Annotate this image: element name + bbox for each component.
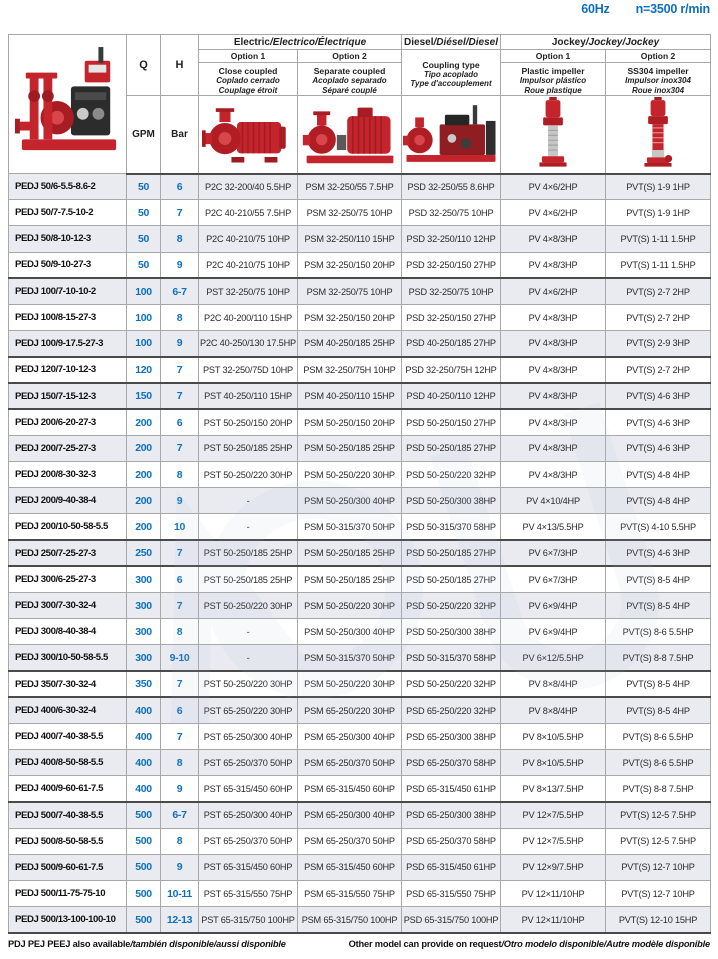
q-value-cell: 400 bbox=[127, 723, 161, 749]
model-cell: PEDJ 300/8-40-38-4 bbox=[9, 619, 127, 645]
electric-option1-cell: PST 50-250/185 25HP bbox=[199, 540, 298, 566]
jockey-option1-cell: PV 4×6/2HP bbox=[501, 174, 606, 200]
jockey-option2-cell: PVT(S) 12-5 7.5HP bbox=[606, 828, 711, 854]
table-row bbox=[9, 645, 711, 671]
footer-note-right: Other model can provide on request/Otro modelo disponible/Autre modèle disponible bbox=[348, 938, 710, 949]
table-row bbox=[9, 540, 711, 566]
jockey-option1-cell: PV 12×7/5.5HP bbox=[501, 802, 606, 828]
jockey-option1-cell: PV 4×8/3HP bbox=[501, 226, 606, 252]
electric-option1-cell: - bbox=[199, 514, 298, 540]
diesel-cell: PSD 32-250/110 12HP bbox=[402, 226, 501, 252]
table-row bbox=[9, 435, 711, 461]
electric-option1-cell: PST 32-250/75D 10HP bbox=[199, 357, 298, 383]
electric-option2-cell: PSM 50-250/185 25HP bbox=[298, 540, 402, 566]
electric-option2-cell: PSM 32-250/110 15HP bbox=[298, 226, 402, 252]
h-value-cell: 8 bbox=[161, 462, 199, 488]
electric-option2-cell: PSM 50-250/220 30HP bbox=[298, 671, 402, 697]
q-value-cell: 500 bbox=[127, 802, 161, 828]
table-row bbox=[9, 881, 711, 907]
electric-option2-header: Option 2 bbox=[298, 50, 402, 63]
diesel-cell: PSD 50-250/220 32HP bbox=[402, 671, 501, 697]
jockey-option1-cell: PV 4×8/3HP bbox=[501, 435, 606, 461]
electric-option1-cell: PST 65-315/750 100HP bbox=[199, 907, 298, 933]
model-cell: PEDJ 500/13-100-100-10 bbox=[9, 907, 127, 933]
h-value-cell: 7 bbox=[161, 671, 199, 697]
jockey-option2-cell: PVT(S) 2-7 2HP bbox=[606, 357, 711, 383]
electric-option2-cell: PSM 50-250/220 30HP bbox=[298, 462, 402, 488]
jockey-option2-cell: PVT(S) 4-8 4HP bbox=[606, 462, 711, 488]
h-value-cell: 10 bbox=[161, 514, 199, 540]
jockey-option1-cell: PV 4×6/2HP bbox=[501, 200, 606, 226]
q-value-cell: 500 bbox=[127, 881, 161, 907]
model-cell: PEDJ 300/10-50-58-5.5 bbox=[9, 645, 127, 671]
electric-option1-cell: PST 65-250/300 40HP bbox=[199, 802, 298, 828]
electric-option1-cell: PST 50-250/150 20HP bbox=[199, 409, 298, 435]
model-cell: PEDJ 400/8-50-58-5.5 bbox=[9, 750, 127, 776]
q-value-cell: 50 bbox=[127, 226, 161, 252]
electric-option1-cell: PST 50-250/220 30HP bbox=[199, 593, 298, 619]
h-value-cell: 9-10 bbox=[161, 645, 199, 671]
model-cell: PEDJ 500/7-40-38-5.5 bbox=[9, 802, 127, 828]
jockey-option2-cell: PVT(S) 2-9 3HP bbox=[606, 331, 711, 357]
q-value-cell: 100 bbox=[127, 278, 161, 304]
electric-option1-cell: - bbox=[199, 645, 298, 671]
jockey-option2-cell: PVT(S) 4-6 3HP bbox=[606, 409, 711, 435]
jockey-option1-cell: PV 4×6/2HP bbox=[501, 278, 606, 304]
model-cell: PEDJ 200/6-20-27-3 bbox=[9, 409, 127, 435]
electric-option2-cell: PSM 50-315/370 50HP bbox=[298, 514, 402, 540]
q-unit-header: GPM bbox=[127, 96, 161, 174]
electric-option2-cell: PSM 40-250/110 15HP bbox=[298, 383, 402, 409]
electric-option1-cell: P2C 40-210/55 7.5HP bbox=[199, 200, 298, 226]
jockey-option2-cell: PVT(S) 8-8 7.5HP bbox=[606, 776, 711, 802]
electric-option1-cell: - bbox=[199, 488, 298, 514]
table-row bbox=[9, 593, 711, 619]
jockey-option2-cell: PVT(S) 1-9 1HP bbox=[606, 174, 711, 200]
jockey-option1-cell: PV 12×11/10HP bbox=[501, 881, 606, 907]
jockey-option2-cell: PVT(S) 8-5 4HP bbox=[606, 593, 711, 619]
diesel-cell: PSD 50-250/300 38HP bbox=[402, 488, 501, 514]
close-coupled-pump-image bbox=[199, 96, 298, 174]
electric-option1-cell: PST 65-315/450 60HP bbox=[199, 854, 298, 880]
table-row bbox=[9, 174, 711, 200]
jockey-option2-cell: PVT(S) 8-6 5.5HP bbox=[606, 750, 711, 776]
model-cell: PEDJ 350/7-30-32-4 bbox=[9, 671, 127, 697]
jockey-option2-description: SS304 impeller Impulsor inox304 Roue inox304 bbox=[606, 63, 711, 96]
diesel-group-header: Diesel/Diésel/Diesel bbox=[402, 35, 501, 50]
jockey-option2-cell: PVT(S) 1-9 1HP bbox=[606, 200, 711, 226]
electric-option2-cell: PSM 65-315/750 100HP bbox=[298, 907, 402, 933]
model-cell: PEDJ 400/7-40-38-5.5 bbox=[9, 723, 127, 749]
model-cell: PEDJ 120/7-10-12-3 bbox=[9, 357, 127, 383]
q-value-cell: 200 bbox=[127, 435, 161, 461]
table-row bbox=[9, 671, 711, 697]
jockey-option1-cell: PV 4×8/3HP bbox=[501, 304, 606, 330]
q-value-cell: 400 bbox=[127, 776, 161, 802]
electric-option1-cell: PST 50-250/185 25HP bbox=[199, 566, 298, 592]
jockey-option2-cell: PVT(S) 1-11 1.5HP bbox=[606, 226, 711, 252]
diesel-cell: PSD 40-250/110 12HP bbox=[402, 383, 501, 409]
electric-option2-cell: PSM 32-250/150 20HP bbox=[298, 252, 402, 278]
electric-option1-cell: P2C 40-200/110 15HP bbox=[199, 304, 298, 330]
model-cell: PEDJ 300/6-25-27-3 bbox=[9, 566, 127, 592]
q-value-cell: 500 bbox=[127, 854, 161, 880]
jockey-group-header: Jockey/Jockey/Jockey bbox=[501, 35, 711, 50]
jockey-option1-cell: PV 12×9/7.5HP bbox=[501, 854, 606, 880]
h-value-cell: 6 bbox=[161, 697, 199, 723]
h-value-cell: 9 bbox=[161, 854, 199, 880]
table-row bbox=[9, 514, 711, 540]
jockey-option1-cell: PV 4×8/3HP bbox=[501, 331, 606, 357]
jockey-option1-cell: PV 6×12/5.5HP bbox=[501, 645, 606, 671]
table-row bbox=[9, 566, 711, 592]
jockey-option2-cell: PVT(S) 4-6 3HP bbox=[606, 383, 711, 409]
h-value-cell: 9 bbox=[161, 331, 199, 357]
h-value-cell: 6-7 bbox=[161, 278, 199, 304]
electric-option1-description: Close coupled Coplado cerrado Couplage étroit bbox=[199, 63, 298, 96]
h-value-cell: 12-13 bbox=[161, 907, 199, 933]
electric-option1-cell: - bbox=[199, 619, 298, 645]
diesel-cell: PSD 65-250/220 32HP bbox=[402, 697, 501, 723]
h-value-cell: 6-7 bbox=[161, 802, 199, 828]
diesel-cell: PSD 50-250/220 32HP bbox=[402, 593, 501, 619]
jockey-option2-cell: PVT(S) 8-5 4HP bbox=[606, 566, 711, 592]
jockey-option2-cell: PVT(S) 12-7 10HP bbox=[606, 881, 711, 907]
q-value-cell: 300 bbox=[127, 593, 161, 619]
electric-group-header: Electric/Electrico/Électrique bbox=[199, 35, 402, 50]
h-column-header: H bbox=[161, 35, 199, 96]
separate-coupled-pump-image bbox=[298, 96, 402, 174]
electric-option1-cell: PST 65-250/370 50HP bbox=[199, 750, 298, 776]
jockey-option2-cell: PVT(S) 4-10 5.5HP bbox=[606, 514, 711, 540]
diesel-description: Coupling type Tipo acoplado Type d'accouplement bbox=[402, 50, 501, 96]
h-value-cell: 9 bbox=[161, 252, 199, 278]
electric-option2-cell: PSM 50-315/370 50HP bbox=[298, 645, 402, 671]
h-unit-header: Bar bbox=[161, 96, 199, 174]
diesel-cell: PSD 50-315/370 58HP bbox=[402, 645, 501, 671]
electric-option1-cell: P2C 40-210/75 10HP bbox=[199, 226, 298, 252]
q-value-cell: 350 bbox=[127, 671, 161, 697]
jockey-option1-cell: PV 8×8/4HP bbox=[501, 697, 606, 723]
electric-option2-cell: PSM 32-250/75 10HP bbox=[298, 278, 402, 304]
jockey-option1-cell: PV 4×10/4HP bbox=[501, 488, 606, 514]
diesel-cell: PSD 32-250/75H 12HP bbox=[402, 357, 501, 383]
jockey-option2-cell: PVT(S) 4-8 4HP bbox=[606, 488, 711, 514]
jockey-option2-cell: PVT(S) 8-6 5.5HP bbox=[606, 723, 711, 749]
electric-option2-cell: PSM 50-250/300 40HP bbox=[298, 488, 402, 514]
diesel-cell: PSD 32-250/75 10HP bbox=[402, 278, 501, 304]
jockey-option2-cell: PVT(S) 8-5 4HP bbox=[606, 671, 711, 697]
electric-option1-cell: PST 65-250/300 40HP bbox=[199, 723, 298, 749]
pump-selection-table bbox=[8, 34, 711, 934]
jockey-option1-cell: PV 12×11/10HP bbox=[501, 907, 606, 933]
page-top-bar bbox=[0, 0, 718, 34]
model-cell: PEDJ 50/7-7.5-10-2 bbox=[9, 200, 127, 226]
diesel-cell: PSD 32-250/55 8.6HP bbox=[402, 174, 501, 200]
model-cell: PEDJ 200/8-30-32-3 bbox=[9, 462, 127, 488]
h-value-cell: 8 bbox=[161, 304, 199, 330]
diesel-cell: PSD 50-315/370 58HP bbox=[402, 514, 501, 540]
h-value-cell: 7 bbox=[161, 435, 199, 461]
table-row bbox=[9, 697, 711, 723]
table-row bbox=[9, 488, 711, 514]
h-value-cell: 7 bbox=[161, 357, 199, 383]
electric-option1-cell: PST 32-250/75 10HP bbox=[199, 278, 298, 304]
q-column-header: Q bbox=[127, 35, 161, 96]
model-cell: PEDJ 200/10-50-58-5.5 bbox=[9, 514, 127, 540]
diesel-cell: PSD 50-250/185 27HP bbox=[402, 540, 501, 566]
jockey-option2-cell: PVT(S) 12-10 15HP bbox=[606, 907, 711, 933]
q-value-cell: 300 bbox=[127, 645, 161, 671]
table-row bbox=[9, 200, 711, 226]
h-value-cell: 7 bbox=[161, 540, 199, 566]
model-cell: PEDJ 400/9-60-61-7.5 bbox=[9, 776, 127, 802]
q-value-cell: 200 bbox=[127, 409, 161, 435]
electric-option2-cell: PSM 50-250/220 30HP bbox=[298, 593, 402, 619]
jockey-option1-description: Plastic impeller Impulsor plástico Roue plastique bbox=[501, 63, 606, 96]
electric-option1-header: Option 1 bbox=[199, 50, 298, 63]
electric-option2-cell: PSM 65-315/450 60HP bbox=[298, 776, 402, 802]
jockey-plastic-impeller-pump-image bbox=[501, 96, 606, 174]
electric-option2-cell: PSM 65-315/450 60HP bbox=[298, 854, 402, 880]
jockey-option2-cell: PVT(S) 2-7 2HP bbox=[606, 304, 711, 330]
table-row bbox=[9, 278, 711, 304]
model-cell: PEDJ 100/7-10-10-2 bbox=[9, 278, 127, 304]
frequency-value: 60Hz bbox=[581, 2, 610, 16]
diesel-cell: PSD 65-250/370 58HP bbox=[402, 828, 501, 854]
model-cell: PEDJ 50/8-10-12-3 bbox=[9, 226, 127, 252]
jockey-option2-cell: PVT(S) 4-6 3HP bbox=[606, 435, 711, 461]
table-row bbox=[9, 252, 711, 278]
table-row bbox=[9, 409, 711, 435]
h-value-cell: 6 bbox=[161, 566, 199, 592]
diesel-cell: PSD 50-250/185 27HP bbox=[402, 435, 501, 461]
diesel-cell: PSD 50-250/185 27HP bbox=[402, 566, 501, 592]
q-value-cell: 200 bbox=[127, 514, 161, 540]
electric-option1-cell: PST 50-250/185 25HP bbox=[199, 435, 298, 461]
diesel-pump-image bbox=[402, 96, 501, 174]
model-cell: PEDJ 100/9-17.5-27-3 bbox=[9, 331, 127, 357]
jockey-option1-cell: PV 4×8/3HP bbox=[501, 462, 606, 488]
diesel-cell: PSD 32-250/150 27HP bbox=[402, 252, 501, 278]
h-value-cell: 8 bbox=[161, 750, 199, 776]
table-row bbox=[9, 750, 711, 776]
q-value-cell: 300 bbox=[127, 619, 161, 645]
speed-value: n=3500 r/min bbox=[635, 2, 710, 16]
electric-option2-cell: PSM 65-250/300 40HP bbox=[298, 723, 402, 749]
jockey-option2-cell: PVT(S) 12-5 7.5HP bbox=[606, 802, 711, 828]
q-value-cell: 200 bbox=[127, 462, 161, 488]
electric-option2-cell: PSM 65-250/370 50HP bbox=[298, 750, 402, 776]
h-value-cell: 9 bbox=[161, 488, 199, 514]
jockey-option2-cell: PVT(S) 2-7 2HP bbox=[606, 278, 711, 304]
q-value-cell: 100 bbox=[127, 304, 161, 330]
table-row bbox=[9, 462, 711, 488]
electric-option2-cell: PSM 65-250/220 30HP bbox=[298, 697, 402, 723]
diesel-cell: PSD 50-250/220 32HP bbox=[402, 462, 501, 488]
jockey-ss304-impeller-pump-image bbox=[606, 96, 711, 174]
diesel-cell: PSD 32-250/75 10HP bbox=[402, 200, 501, 226]
electric-option1-cell: PST 65-315/550 75HP bbox=[199, 881, 298, 907]
jockey-option1-cell: PV 4×8/3HP bbox=[501, 409, 606, 435]
model-cell: PEDJ 400/6-30-32-4 bbox=[9, 697, 127, 723]
diesel-cell: PSD 40-250/185 27HP bbox=[402, 331, 501, 357]
h-value-cell: 9 bbox=[161, 776, 199, 802]
diesel-cell: PSD 65-315/450 61HP bbox=[402, 776, 501, 802]
jockey-option1-cell: PV 8×10/5.5HP bbox=[501, 750, 606, 776]
q-value-cell: 50 bbox=[127, 174, 161, 200]
electric-option2-cell: PSM 65-315/550 75HP bbox=[298, 881, 402, 907]
jockey-option1-cell: PV 8×10/5.5HP bbox=[501, 723, 606, 749]
jockey-option2-header: Option 2 bbox=[606, 50, 711, 63]
electric-option1-cell: PST 65-250/220 30HP bbox=[199, 697, 298, 723]
table-row bbox=[9, 226, 711, 252]
pump-table-body bbox=[9, 174, 711, 933]
h-value-cell: 10-11 bbox=[161, 881, 199, 907]
h-value-cell: 6 bbox=[161, 174, 199, 200]
jockey-option1-cell: PV 6×9/4HP bbox=[501, 619, 606, 645]
electric-option2-cell: PSM 32-250/150 20HP bbox=[298, 304, 402, 330]
table-row bbox=[9, 304, 711, 330]
h-value-cell: 7 bbox=[161, 200, 199, 226]
jockey-option1-cell: PV 12×7/5.5HP bbox=[501, 828, 606, 854]
h-value-cell: 7 bbox=[161, 723, 199, 749]
model-cell: PEDJ 200/7-25-27-3 bbox=[9, 435, 127, 461]
q-value-cell: 50 bbox=[127, 200, 161, 226]
jockey-option1-cell: PV 4×8/3HP bbox=[501, 383, 606, 409]
table-row bbox=[9, 776, 711, 802]
q-value-cell: 300 bbox=[127, 566, 161, 592]
table-row bbox=[9, 619, 711, 645]
electric-option1-cell: PST 50-250/220 30HP bbox=[199, 462, 298, 488]
frequency-speed-label bbox=[581, 2, 710, 16]
table-row bbox=[9, 854, 711, 880]
electric-option1-cell: P2C 40-250/130 17.5HP bbox=[199, 331, 298, 357]
table-row bbox=[9, 331, 711, 357]
electric-option2-cell: PSM 40-250/185 25HP bbox=[298, 331, 402, 357]
electric-option1-cell: P2C 40-210/75 10HP bbox=[199, 252, 298, 278]
diesel-cell: PSD 65-250/370 58HP bbox=[402, 750, 501, 776]
jockey-option1-cell: PV 8×13/7.5HP bbox=[501, 776, 606, 802]
diesel-cell: PSD 65-315/450 61HP bbox=[402, 854, 501, 880]
jockey-option2-cell: PVT(S) 8-5 4HP bbox=[606, 697, 711, 723]
jockey-option2-cell: PVT(S) 4-6 3HP bbox=[606, 540, 711, 566]
jockey-option1-cell: PV 6×7/3HP bbox=[501, 566, 606, 592]
h-value-cell: 6 bbox=[161, 409, 199, 435]
jockey-option1-cell: PV 4×8/3HP bbox=[501, 252, 606, 278]
model-cell: PEDJ 500/8-50-58-5.5 bbox=[9, 828, 127, 854]
model-cell: PEDJ 250/7-25-27-3 bbox=[9, 540, 127, 566]
q-value-cell: 150 bbox=[127, 383, 161, 409]
jockey-option2-cell: PVT(S) 8-8 7.5HP bbox=[606, 645, 711, 671]
electric-option2-cell: PSM 32-250/75 10HP bbox=[298, 200, 402, 226]
diesel-cell: PSD 50-250/150 27HP bbox=[402, 409, 501, 435]
diesel-cell: PSD 65-315/550 75HP bbox=[402, 881, 501, 907]
model-cell: PEDJ 50/6-5.5-8.6-2 bbox=[9, 174, 127, 200]
electric-option2-cell: PSM 65-250/370 50HP bbox=[298, 828, 402, 854]
electric-option2-cell: PSM 65-250/300 40HP bbox=[298, 802, 402, 828]
model-cell: PEDJ 50/9-10-27-3 bbox=[9, 252, 127, 278]
electric-option2-description: Separate coupled Acoplado separado Séparé couplé bbox=[298, 63, 402, 96]
table-row bbox=[9, 802, 711, 828]
jockey-option2-cell: PVT(S) 8-6 5.5HP bbox=[606, 619, 711, 645]
diesel-cell: PSD 65-315/750 100HP bbox=[402, 907, 501, 933]
jockey-option1-header: Option 1 bbox=[501, 50, 606, 63]
jockey-option1-cell: PV 4×13/5.5HP bbox=[501, 514, 606, 540]
model-cell: PEDJ 100/8-15-27-3 bbox=[9, 304, 127, 330]
h-value-cell: 8 bbox=[161, 619, 199, 645]
q-value-cell: 120 bbox=[127, 357, 161, 383]
electric-option2-cell: PSM 32-250/55 7.5HP bbox=[298, 174, 402, 200]
h-value-cell: 7 bbox=[161, 383, 199, 409]
q-value-cell: 200 bbox=[127, 488, 161, 514]
table-row bbox=[9, 357, 711, 383]
electric-option1-cell: PST 65-315/450 60HP bbox=[199, 776, 298, 802]
packaged-pump-image bbox=[9, 35, 127, 174]
model-cell: PEDJ 500/11-75-75-10 bbox=[9, 881, 127, 907]
q-value-cell: 500 bbox=[127, 907, 161, 933]
q-value-cell: 50 bbox=[127, 252, 161, 278]
electric-option2-cell: PSM 32-250/75H 10HP bbox=[298, 357, 402, 383]
diesel-cell: PSD 65-250/300 38HP bbox=[402, 802, 501, 828]
h-value-cell: 8 bbox=[161, 828, 199, 854]
table-row bbox=[9, 723, 711, 749]
footer-notes bbox=[8, 939, 710, 949]
table-row bbox=[9, 383, 711, 409]
jockey-option1-cell: PV 6×7/3HP bbox=[501, 540, 606, 566]
electric-option2-cell: PSM 50-250/150 20HP bbox=[298, 409, 402, 435]
electric-option1-cell: PST 40-250/110 15HP bbox=[199, 383, 298, 409]
table-row bbox=[9, 907, 711, 933]
electric-option1-cell: PST 50-250/220 30HP bbox=[199, 671, 298, 697]
electric-option1-cell: PST 65-250/370 50HP bbox=[199, 828, 298, 854]
model-cell: PEDJ 300/7-30-32-4 bbox=[9, 593, 127, 619]
q-value-cell: 400 bbox=[127, 750, 161, 776]
jockey-option1-cell: PV 6×9/4HP bbox=[501, 593, 606, 619]
jockey-option2-cell: PVT(S) 12-7 10HP bbox=[606, 854, 711, 880]
diesel-cell: PSD 50-250/300 38HP bbox=[402, 619, 501, 645]
q-value-cell: 500 bbox=[127, 828, 161, 854]
jockey-option2-cell: PVT(S) 1-11 1.5HP bbox=[606, 252, 711, 278]
jockey-option1-cell: PV 4×8/3HP bbox=[501, 357, 606, 383]
jockey-option1-cell: PV 8×8/4HP bbox=[501, 671, 606, 697]
electric-option2-cell: PSM 50-250/300 40HP bbox=[298, 619, 402, 645]
footer-note-left: PDJ PEJ PEEJ also available/también disponible/aussi disponible bbox=[8, 938, 286, 949]
model-cell: PEDJ 200/9-40-38-4 bbox=[9, 488, 127, 514]
diesel-cell: PSD 32-250/150 27HP bbox=[402, 304, 501, 330]
q-value-cell: 400 bbox=[127, 697, 161, 723]
h-value-cell: 8 bbox=[161, 226, 199, 252]
diesel-cell: PSD 65-250/300 38HP bbox=[402, 723, 501, 749]
electric-option2-cell: PSM 50-250/185 25HP bbox=[298, 566, 402, 592]
table-row bbox=[9, 828, 711, 854]
electric-option2-cell: PSM 50-250/185 25HP bbox=[298, 435, 402, 461]
h-value-cell: 7 bbox=[161, 593, 199, 619]
model-cell: PEDJ 500/9-60-61-7.5 bbox=[9, 854, 127, 880]
model-cell: PEDJ 150/7-15-12-3 bbox=[9, 383, 127, 409]
q-value-cell: 100 bbox=[127, 331, 161, 357]
q-value-cell: 250 bbox=[127, 540, 161, 566]
electric-option1-cell: P2C 32-200/40 5.5HP bbox=[199, 174, 298, 200]
